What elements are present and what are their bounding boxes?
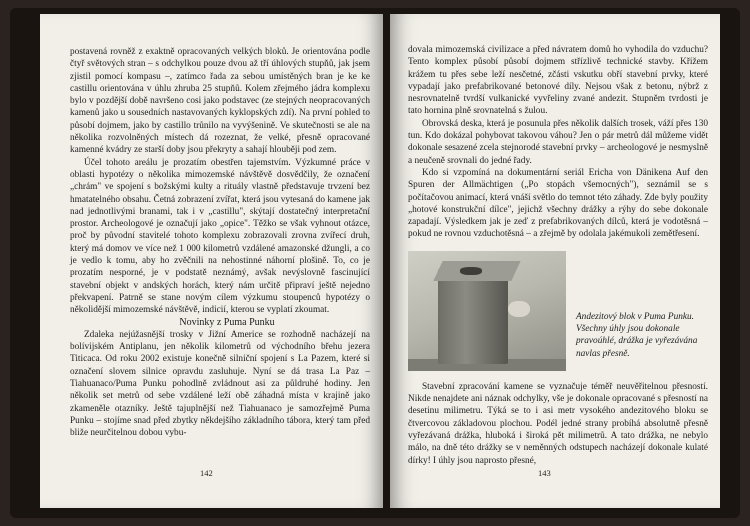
right-page xyxy=(390,14,720,508)
paragraph: Zdaleka nejúžasnější trosky v Jižní Americe se rozhodně nacházejí na bolívijském Antiplanu, jen několik kilometrů od východního břehu jezera Titicaca. Od roku 2002 existuje konečně silniční spojení s La Pazem, které si označení slovem silnice opravdu zasluhuje. Nyní se dá trasa La Paz – Tiahuanaco/Puma Punku pohodlně zvládnout asi za půldruhé hodiny. Jen několik set metrů od sebe vzdálené leží obě záhadná místa v krajině jako zkameněle otazníky. Ještě tajuplnější než Tiahuanaco je samozřejmě Puma Punku – stojíme snad před zbytky někdejšího základního tábora, který tam před bliže neurčitelnou dobou vybu- xyxy=(70,329,370,439)
paragraph: Účel tohoto areálu je prozatím obestřen tajemstvím. Výzkumné práce v oblasti hypotézy o několika mimozemské návštěvě dosvědčily, že označení „chrám" ve spojení s božskými kulty a rituály vlastně představuje trvzení bez hmatatelného obsahu. Četná zobrazení zvířat, která jsou vytesaná do kamene jak nad jednotlivými branami, tak i v „castillu", skýtají dostatečný interpretační prostor. Archeologové je označují jako „opice". Těžko se však vyhnout otázce, proč by původní stavitelé tohoto komplexu zobrazovali zrovna zvířecí druh, který má domov ve více než 1 000 kilometrů vzdálené amazonské džungli, a co je vedlo k tomu, aby ho zvěčnili na nehostinné náhorní plošině. To, co je prozatím nesporné, je v podstatě neznámý, avšak nevýslovně fascinující stavební objekt v andských horách, který nám určitě připraví ještě nejedno překvapení. Patrně se stane novým cílem výzkumu stoupenců hypotézy o několidější mimozemské návštěvě, indicií, kterou se vyplatí zkoumat. xyxy=(70,157,370,316)
paragraph: Obrovská deska, která je posunula přes několik dalších trosek, váží přes 130 tun. Kdo dokázal pohybovat takovou váhou? Jen o pár metrů dál můžeme vidět dokonale sesazené zcela stejnorodé stavební prvky – archeologové je nesmyslně a neučeně srovnali do jedné řady. xyxy=(408,118,708,166)
groove xyxy=(460,267,482,275)
page-number: 142 xyxy=(200,468,213,478)
figure xyxy=(408,251,708,371)
figure-caption: Andezitový blok v Puma Punku. Všechny úhly jsou dokonale pravoúhlé, drážka je vyřezávána navlas přesně. xyxy=(576,311,698,359)
stone-block xyxy=(438,269,508,364)
left-page xyxy=(40,14,383,508)
section-heading: Novinky z Puma Punku xyxy=(179,316,275,328)
page-number: 143 xyxy=(538,468,551,478)
paragraph: Stavební zpracování kamene se vyznačuje téměř neuvěřitelnou přesností. Nikde nenajdete ani náznak odchylky, vše je dokonale opracované s přesností na desetinu milimetru. Týká se to i asi metr vysokého andezitového bloku se čtvercovou základovou plochou. Podél jedné strany probíhá absolutně přesně vyřezávaná drážka, hluboká i široká pět milimetrů. A tato drážka, ne nebylo málo, na dně této drážky se v neměnných odstupech nacházejí dokonale kulaté dírky! I úhly jsou naprosto přesné, xyxy=(408,381,708,466)
paragraph: Kdo si vzpomíná na dokumentární seriál Ericha von Dänikena Auf den Spuren der Allmächtigen („Po stopách všemocných"), seznámil se s počítačovou animací, která vnáší světlo do temnot této záhady. Zde byly použity „hotové konstrukční dílce", jejichž všechny drážky a rýhy do sebe dokonale zapadají. Výsledkem jak je zeď z prefabrikovaných dílců, která je vodotěsná – pokud ne rovnou vzduchotěsná – a zřejmě by odolala jakémukoli zemětřesení. xyxy=(408,167,708,240)
paragraph: dovala mimozemská civilizace a před návratem domů ho vyhodila do vzduchu? Tento komplex působí působí dojmem střízlivě technické stavby. Křížem krážem tu přes sebe leží nesčetné, zčásti vskutku obří stavební prvky, které vypadají jako prefabrikované betonové díly. Nejsou však z betonu, nýbrž z nesrovnatelně tvrdší vulkanické vyvřeliny zvané andezit. Stupněm tvrdosti je tato hornina plně srovnatelná s žulou. xyxy=(408,45,708,117)
andesite-block-photo xyxy=(408,251,566,371)
paragraph: postavená rovněž z exaktně opracovaných velkých bloků. Je orientována podle čtyř světových stran – s odchylkou pouze dvou až tří úhlových stupňů, jak jsem zjistil pomocí kompasu –, zatímco řada za sebou umístěných bran je ke ke castillu orientována v úhlu zhruba 25 stupňů. Kolem zřejmého jádra komplexu bylo v pozdější době navršeno cosi jako podstavec (ze stejných neopracovaných kamenů jako u sousedních nastavovaných kyklopských zdí). Na první pohled to působí dojmem, jako by castillo trůnilo na vyvýšenině. Ve skutečnosti se ale na několika rozvolněných místech dá rozeznat, že velké, přesně opracované kamenné kvádry ze starší doby jsou překryty a sahají hlouběji pod zem. xyxy=(70,47,370,156)
open-book xyxy=(10,8,740,518)
right-page-text xyxy=(408,44,708,467)
hand xyxy=(508,301,530,317)
left-page-text xyxy=(70,46,370,440)
